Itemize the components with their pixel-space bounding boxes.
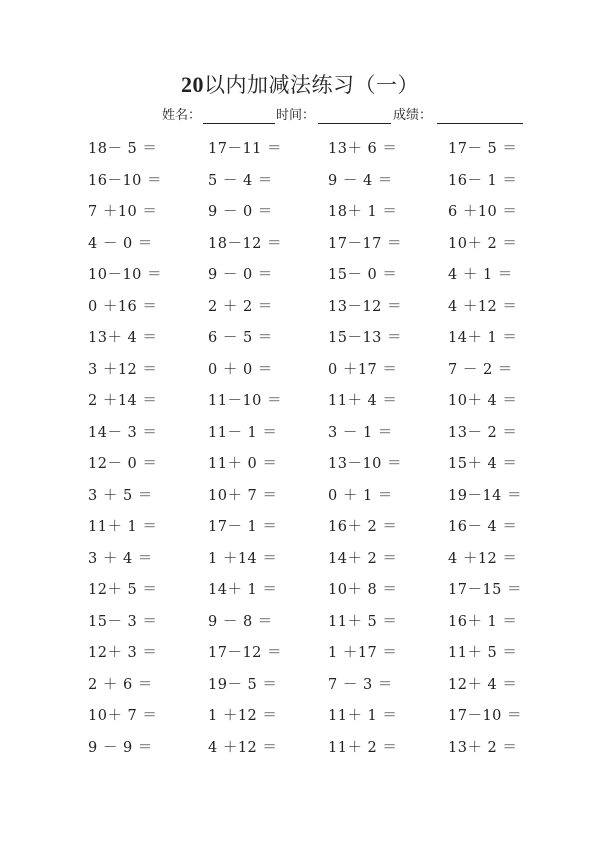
problem-row: [0, 262, 600, 294]
arithmetic-problem: 2 ＋ 6 ＝: [88, 676, 153, 693]
problem-row: [0, 325, 600, 357]
arithmetic-problem: 3 － 1 ＝: [328, 424, 393, 441]
arithmetic-problem: 10＋ 7 ＝: [88, 708, 158, 724]
arithmetic-problem: 11＋ 5 ＝: [328, 613, 398, 630]
arithmetic-problem: 2 ＋14 ＝: [88, 393, 158, 409]
arithmetic-problem: 10－10 ＝: [88, 267, 163, 283]
name-label: 姓名：: [162, 108, 202, 123]
arithmetic-problem: 4 － 0 ＝: [88, 235, 153, 252]
arithmetic-problem: 17－12 ＝: [208, 645, 283, 661]
arithmetic-problem: 17－11 ＝: [208, 141, 283, 157]
arithmetic-problem: 4 ＋12 ＝: [208, 739, 278, 756]
arithmetic-problem: 6 ＋10 ＝: [448, 204, 518, 220]
problem-row: [0, 136, 600, 168]
arithmetic-problem: 5 － 4 ＝: [208, 172, 273, 189]
problem-row: [0, 294, 600, 326]
arithmetic-problem: 19－14 ＝: [448, 487, 523, 504]
problem-row: [0, 672, 600, 704]
problem-row: [0, 640, 600, 672]
arithmetic-problem: 13＋ 2 ＝: [448, 739, 518, 756]
arithmetic-problem: 10＋ 4 ＝: [448, 393, 518, 409]
arithmetic-problem: 12－ 0 ＝: [88, 456, 158, 472]
arithmetic-problem: 0 ＋16 ＝: [88, 298, 158, 315]
arithmetic-problem: 17－17 ＝: [328, 235, 403, 252]
arithmetic-problem: 1 ＋17 ＝: [328, 645, 398, 661]
arithmetic-problem: 13－10 ＝: [328, 456, 403, 472]
problem-row: [0, 199, 600, 231]
problem-row: [0, 451, 600, 483]
problem-row: [0, 735, 600, 767]
problem-row: [0, 546, 600, 578]
arithmetic-problem: 13＋ 6 ＝: [328, 141, 398, 157]
problem-row: [0, 609, 600, 641]
arithmetic-problem: 13＋ 4 ＝: [88, 330, 158, 346]
problem-grid: [0, 136, 600, 766]
arithmetic-problem: 12＋ 5 ＝: [88, 582, 158, 598]
arithmetic-problem: 11＋ 5 ＝: [448, 645, 518, 661]
score-label: 成绩：: [393, 108, 433, 123]
arithmetic-problem: 11＋ 0 ＝: [208, 456, 278, 472]
arithmetic-problem: 12＋ 3 ＝: [88, 645, 158, 661]
problem-row: [0, 231, 600, 263]
problem-row: [0, 483, 600, 515]
arithmetic-problem: 16－10 ＝: [88, 172, 163, 189]
arithmetic-problem: 15＋ 4 ＝: [448, 456, 518, 472]
arithmetic-problem: 11－ 1 ＝: [208, 424, 278, 441]
arithmetic-problem: 13－12 ＝: [328, 298, 403, 315]
arithmetic-problem: 11＋ 2 ＝: [328, 739, 398, 756]
time-label: 时间：: [276, 108, 316, 123]
arithmetic-problem: 18－ 5 ＝: [88, 141, 158, 157]
arithmetic-problem: 10＋ 2 ＝: [448, 235, 518, 252]
name-field[interactable]: [203, 123, 275, 124]
arithmetic-problem: 9 － 9 ＝: [88, 739, 153, 756]
arithmetic-problem: 3 ＋ 4 ＝: [88, 550, 153, 567]
arithmetic-problem: 17－10 ＝: [448, 708, 523, 724]
arithmetic-problem: 2 ＋ 2 ＝: [208, 298, 273, 315]
arithmetic-problem: 7 － 2 ＝: [448, 361, 513, 378]
score-field[interactable]: [437, 123, 523, 124]
arithmetic-problem: 6 － 5 ＝: [208, 330, 273, 346]
problem-row: [0, 388, 600, 420]
arithmetic-problem: 4 ＋12 ＝: [448, 550, 518, 567]
arithmetic-problem: 3 ＋ 5 ＝: [88, 487, 153, 504]
page-title: [0, 70, 600, 100]
arithmetic-problem: 15－13 ＝: [328, 330, 403, 346]
arithmetic-problem: 1 ＋12 ＝: [208, 708, 278, 724]
problem-row: [0, 420, 600, 452]
problem-row: [0, 703, 600, 735]
arithmetic-problem: 11＋ 1 ＝: [328, 708, 398, 724]
arithmetic-problem: 17－15 ＝: [448, 582, 523, 598]
arithmetic-problem: 15－ 3 ＝: [88, 613, 158, 630]
arithmetic-problem: 14＋ 1 ＝: [208, 582, 278, 598]
arithmetic-problem: 15－ 0 ＝: [328, 267, 398, 283]
arithmetic-problem: 11＋ 4 ＝: [328, 393, 398, 409]
arithmetic-problem: 11＋ 1 ＝: [88, 519, 158, 535]
problem-row: [0, 357, 600, 389]
arithmetic-problem: 0 ＋ 0 ＝: [208, 361, 273, 378]
arithmetic-problem: 17－ 1 ＝: [208, 519, 278, 535]
time-field[interactable]: [318, 123, 391, 124]
arithmetic-problem: 18＋ 1 ＝: [328, 204, 398, 220]
arithmetic-problem: 4 ＋ 1 ＝: [448, 267, 513, 283]
arithmetic-problem: 10＋ 8 ＝: [328, 582, 398, 598]
arithmetic-problem: 16－ 1 ＝: [448, 172, 518, 189]
title-number: 20: [181, 72, 204, 97]
arithmetic-problem: 16＋ 1 ＝: [448, 613, 518, 630]
arithmetic-problem: 7 － 3 ＝: [328, 676, 393, 693]
arithmetic-problem: 14＋ 1 ＝: [448, 330, 518, 346]
arithmetic-problem: 16＋ 2 ＝: [328, 519, 398, 535]
arithmetic-problem: 9 － 0 ＝: [208, 267, 273, 283]
student-info-line: [0, 106, 600, 126]
arithmetic-problem: 12＋ 4 ＝: [448, 676, 518, 693]
arithmetic-problem: 10＋ 7 ＝: [208, 487, 278, 504]
arithmetic-problem: 14－ 3 ＝: [88, 424, 158, 441]
arithmetic-problem: 11－10 ＝: [208, 393, 283, 409]
problem-row: [0, 514, 600, 546]
problem-row: [0, 577, 600, 609]
arithmetic-problem: 4 ＋12 ＝: [448, 298, 518, 315]
arithmetic-problem: 1 ＋14 ＝: [208, 550, 278, 567]
arithmetic-problem: 0 ＋ 1 ＝: [328, 487, 393, 504]
arithmetic-problem: 9 － 0 ＝: [208, 204, 273, 220]
problem-row: [0, 168, 600, 200]
arithmetic-problem: 3 ＋12 ＝: [88, 361, 158, 378]
arithmetic-problem: 18－12 ＝: [208, 235, 283, 252]
arithmetic-problem: 9 － 4 ＝: [328, 172, 393, 189]
arithmetic-problem: 9 － 8 ＝: [208, 613, 273, 630]
arithmetic-problem: 7 ＋10 ＝: [88, 204, 158, 220]
arithmetic-problem: 17－ 5 ＝: [448, 141, 518, 157]
arithmetic-problem: 16－ 4 ＝: [448, 519, 518, 535]
arithmetic-problem: 0 ＋17 ＝: [328, 361, 398, 378]
arithmetic-problem: 14＋ 2 ＝: [328, 550, 398, 567]
arithmetic-problem: 19－ 5 ＝: [208, 676, 278, 693]
arithmetic-problem: 13－ 2 ＝: [448, 424, 518, 441]
title-text: 以内加减法练习（一）: [204, 73, 419, 97]
